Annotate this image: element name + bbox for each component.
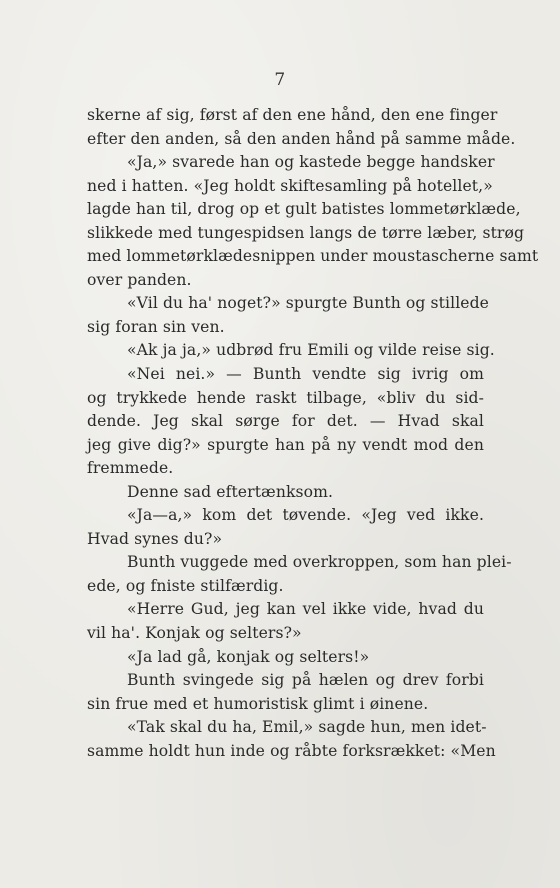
text-line: «Nei nei.» — Bunth vendte sig ivrig om xyxy=(127,365,484,384)
page-number: 7 xyxy=(274,70,286,90)
text-line: «Tak skal du ha, Emil,» sagde hun, men idet- xyxy=(127,718,487,737)
text-line: lagde han til, drog op et gult batistes lommetørklæde, xyxy=(87,200,521,219)
text-line: «Vil du ha' noget?» spurgte Bunth og stillede xyxy=(127,294,490,313)
text-line: Bunth vuggede med overkroppen, som han plei- xyxy=(127,553,512,572)
text-line: slikkede med tungespidsen langs de tørre læber, strøg xyxy=(87,223,525,242)
text-line: «Ja—a,» kom det tøvende. «Jeg ved ikke. xyxy=(127,506,484,525)
text-line: Hvad synes du?» xyxy=(87,529,223,548)
text-line: efter den anden, så den anden hånd på samme måde. xyxy=(87,129,516,148)
text-line: sig foran sin ven. xyxy=(87,317,225,336)
text-line: skerne af sig, først af den ene hånd, den ene finger xyxy=(87,106,498,124)
text-line: «Ja lad gå, konjak og selters!» xyxy=(127,647,370,666)
body-text xyxy=(87,104,539,763)
text-line: samme holdt hun inde og råbte forksrækket: «Men xyxy=(87,741,496,760)
text-line: ned i hatten. «Jeg holdt skiftesamling på hotellet,» xyxy=(87,176,493,195)
text-line: over panden. xyxy=(87,270,192,289)
text-line: jeg give dig?» spurgte han på ny vendt mod den xyxy=(87,435,484,454)
text-line: og trykkede hende raskt tilbage, «bliv du sid- xyxy=(87,388,484,407)
text-line: med lommetørklædesnippen under moustascherne samt xyxy=(87,247,539,266)
text-line: «Ak ja ja,» udbrød fru Emili og vilde reise sig. xyxy=(127,341,495,360)
text-line: fremmede. xyxy=(87,459,174,478)
text-line: «Herre Gud, jeg kan vel ikke vide, hvad du xyxy=(127,600,484,619)
text-line: sin frue med et humoristisk glimt i øinene. xyxy=(87,694,429,713)
text-line: Bunth svingede sig på hælen og drev forbi xyxy=(127,671,484,690)
text-line: «Ja,» svarede han og kastede begge handsker xyxy=(127,153,495,172)
text-line: vil ha'. Konjak og selters?» xyxy=(87,624,302,643)
text-line: Denne sad eftertænksom. xyxy=(127,482,334,501)
text-line: ede, og fniste stilfærdig. xyxy=(87,576,284,595)
text-line: dende. Jeg skal sørge for det. — Hvad skal xyxy=(87,412,484,431)
